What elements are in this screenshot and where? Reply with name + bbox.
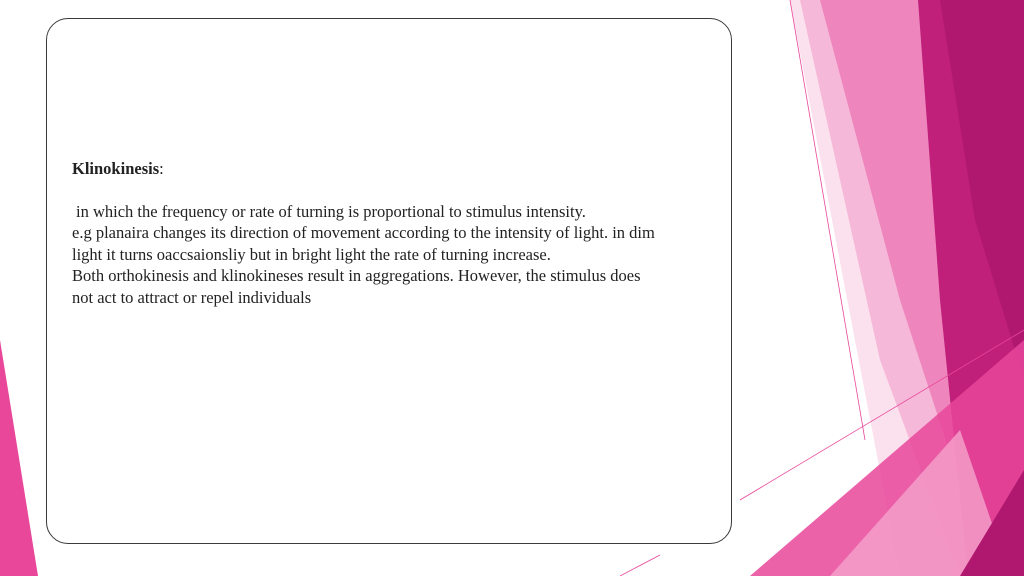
example-paragraph: e.g planaira changes its direction of movement according to the intensity of light. in dim light it turns oaccsaionsliy but in bright light the rate of turning increase. bbox=[72, 223, 655, 264]
decor-shape-left-sliver bbox=[0, 340, 38, 576]
text-block bbox=[72, 158, 662, 308]
heading-suffix: : bbox=[159, 159, 164, 178]
summary-paragraph: Both orthokinesis and klinokineses result in aggregations. However, the stimulus does not act to attract or repel individuals bbox=[72, 266, 641, 307]
heading-line bbox=[72, 158, 662, 180]
definition-paragraph: in which the frequency or rate of turning is proportional to stimulus intensity. bbox=[76, 201, 586, 221]
decor-line-3 bbox=[620, 555, 660, 576]
heading-term: Klinokinesis bbox=[72, 159, 160, 178]
